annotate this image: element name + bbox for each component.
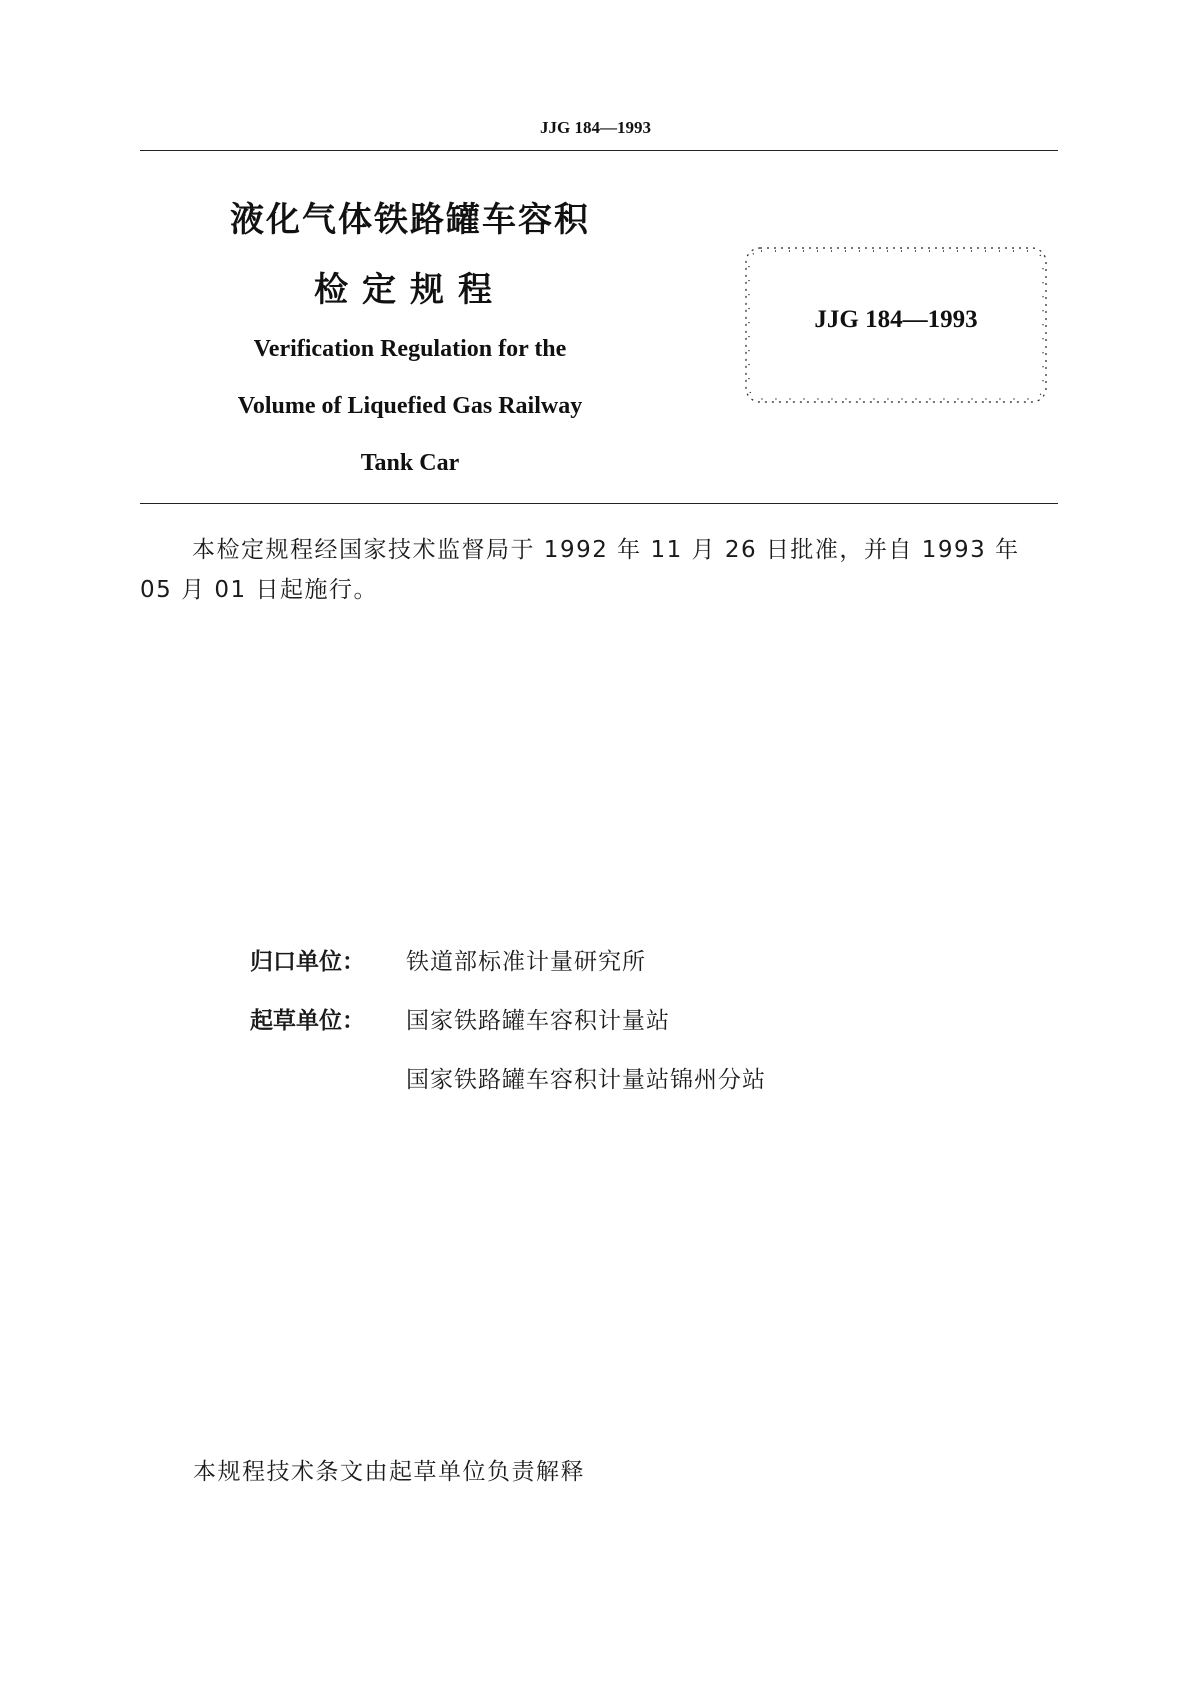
title-en-line3: Tank Car [360, 450, 460, 476]
title-en-line1: Verification Regulation for the [253, 336, 567, 362]
title-en-line2: Volume of Liquefied Gas Railway [237, 393, 583, 419]
drafting-unit-value-2: 国家铁路罐车容积计量站锦州分站 [406, 1067, 766, 1093]
interpretation-note: 本规程技术条文由起草单位负责解释 [193, 1459, 585, 1485]
standard-code: JJG 184—1993 [814, 306, 978, 333]
title-zh-line1: 液化气体铁路罐车容积 [230, 200, 590, 240]
responsible-unit-row [250, 943, 646, 976]
drafting-unit-row-2 [250, 1061, 766, 1094]
drafting-unit-label: 起草单位： [250, 1008, 365, 1034]
running-header: JJG 184—1993 [540, 118, 651, 137]
drafting-unit-row [250, 1002, 670, 1035]
title-zh-line2: 检定规程 [314, 270, 506, 310]
responsible-unit-value: 铁道部标准计量研究所 [406, 949, 646, 975]
responsible-unit-label: 归口单位： [250, 949, 365, 975]
standard-code-box [742, 244, 1050, 406]
header-rule [140, 150, 1058, 151]
title-bottom-rule [140, 503, 1058, 504]
approval-statement: 本检定规程经国家技术监督局于 1992 年 11 月 26 日批准，并自 1993 年 05 月 01 日起施行。 [140, 537, 1020, 603]
drafting-unit-value-1: 国家铁路罐车容积计量站 [406, 1008, 670, 1034]
